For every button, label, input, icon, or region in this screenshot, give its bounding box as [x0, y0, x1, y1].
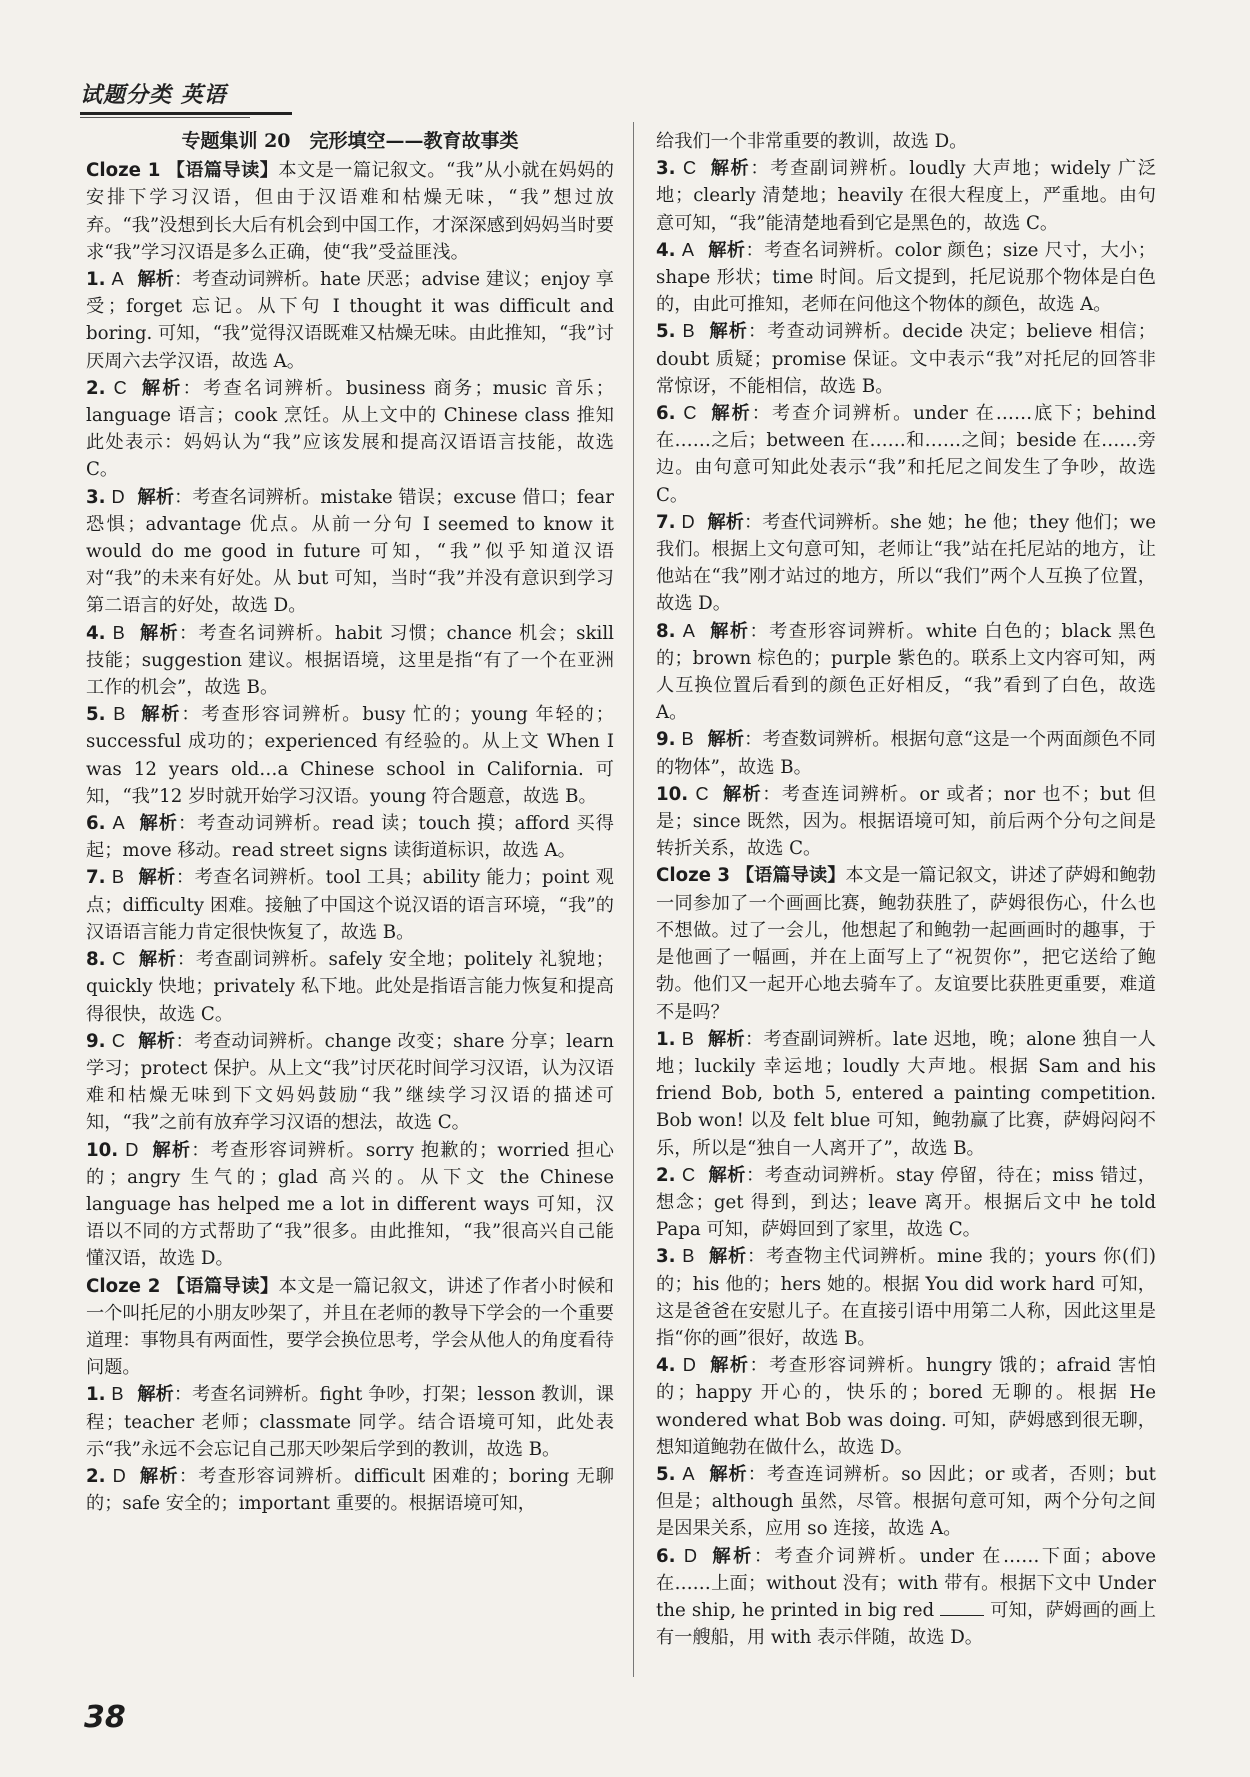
right-column: [656, 128, 1156, 1651]
item-number: 1.: [656, 1028, 676, 1050]
answer-item: [656, 509, 1156, 618]
item-number: 9.: [86, 1030, 106, 1052]
analysis-text: ：考查形容词辨析。difficult 困难的；boring 无聊的；safe 安全的；important 重要的。根据语境可知，: [86, 1465, 614, 1515]
answer-item: [656, 400, 1156, 509]
answer-item: [656, 1461, 1156, 1543]
item-number: 5.: [656, 1463, 676, 1485]
answer-item: [656, 781, 1156, 863]
cloze2-guide-text: 本文是一篇记叙文，讲述了作者小时候和一个叫托尼的小朋友吵架了，并且在老师的教导下学会的一个重要道理：事物具有两面性，要学会换位思考，学会从他人的角度看待问题。: [86, 1275, 614, 1379]
analysis-text: ：考查名词辨析。fight 争吵，打架；lesson 教训，课程；teacher 老师；classmate 同学。结合语境可知，此处表示“我”永远不会忘记自己那天吵架后学到的教训，故选 B。: [86, 1384, 614, 1460]
cloze1-guide-text: 本文是一篇记叙文。“我”从小就在妈妈的安排下学习汉语，但由于汉语难和枯燥无味，“我”想过放弃。“我”没想到长大后有机会到中国工作，才深深感到妈妈当时要求“我”学习汉语是多么正确，使“我”受益匪浅。: [86, 160, 614, 263]
answer-item: [656, 726, 1156, 780]
analysis-text: ：考查形容词辨析。busy 忙的；young 年轻的；successful 成功的；experienced 有经验的。从上文 When I was 12 years old…a Chinese school in California. 可知，“我”12 岁时就开始学习汉语。young 符合题意，故选 B。: [86, 704, 614, 807]
analysis-label: 解析: [138, 949, 177, 971]
analysis-label: 解析: [137, 867, 176, 889]
analysis-text: ：考查动词辨析。stay 停留，待在；miss 错过，想念；get 得到，到达；leave 离开。根据后文中 he told Papa 可知，萨姆回到了家里，故选 C。: [656, 1164, 1156, 1241]
analysis-text: ：考查名词辨析。tool 工具；ability 能力；point 观点；difficulty 困难。接触了中国这个说汉语的语言环境，“我”的汉语语言能力肯定很快恢复了，故选 B。: [86, 867, 614, 943]
page-number: 38: [84, 1700, 126, 1735]
analysis-label: 解析: [139, 704, 182, 726]
item-answer: A: [111, 269, 124, 290]
answer-item: [86, 484, 614, 620]
analysis-label: 解析: [138, 622, 179, 644]
analysis-label: 解析: [708, 1463, 748, 1485]
item-answer: D: [682, 1355, 696, 1376]
answer-item: [86, 1137, 614, 1273]
item-number: 6.: [656, 403, 676, 425]
analysis-label: 解析: [707, 729, 745, 751]
analysis-label: 解析: [138, 1465, 179, 1487]
analysis-text: ：考查名词辨析。color 颜色；size 尺寸，大小；shape 形状；time 时间。后文提到，托尼说那个物体是白色的，由此可推知，老师在问他这个物体的颜色，故选 A。: [656, 239, 1156, 316]
analysis-label: 解析: [708, 620, 750, 642]
analysis-text: ：考查副词辨析。late 迟地，晚；alone 独自一人地；luckily 幸运地；loudly 大声地。根据 Sam and his friend Bob, both 5, entered a painting competition. Bob won! 以及 felt blue 可知，鲍勃赢了比赛，萨姆闷闷不乐，所以是“独自一人离开了”，故选 B。: [656, 1028, 1156, 1159]
item-answer: A: [681, 239, 694, 260]
item-answer: A: [112, 813, 125, 834]
cloze1-guide-label: 【语篇导读】: [166, 160, 279, 182]
item-answer: D: [111, 486, 125, 507]
item-number: 7.: [656, 511, 676, 533]
answer-item: [86, 375, 614, 484]
cloze1-items: [86, 266, 614, 1273]
item-answer: C: [112, 949, 126, 970]
answer-item: [656, 1026, 1156, 1162]
item-number: 3.: [656, 1246, 676, 1268]
item-answer: D: [112, 1465, 126, 1486]
item-number: 10.: [86, 1139, 119, 1161]
analysis-text: ：考查连词辨析。so 因此；or 或者，否则；but 但是；although 虽然，尽管。根据句意可知，两个分句之间是因果关系，应用 so 连接，故选 A。: [656, 1463, 1156, 1540]
analysis-text: ：考查连词辨析。or 或者；nor 也不；but 但是；since 既然，因为。根据语境可知，前后两个分句之间是转折关系，故选 C。: [656, 783, 1156, 860]
header-rule-thin: [80, 117, 250, 118]
answer-item: [656, 1243, 1156, 1352]
item-answer: A: [682, 620, 695, 641]
item-number: 8.: [656, 620, 676, 642]
cloze2-intro: [86, 1273, 614, 1382]
analysis-label: 解析: [709, 403, 752, 425]
cloze2-items-continued: [656, 155, 1156, 862]
item-number: 10.: [656, 783, 689, 805]
analysis-label: 解析: [721, 783, 763, 805]
answer-item: [656, 318, 1156, 400]
answer-item: [656, 1543, 1156, 1652]
item-number: 4.: [656, 1355, 676, 1377]
section-title: 专题集训 20 完形填空——教育故事类: [181, 130, 519, 152]
item-answer: C: [113, 377, 127, 398]
item-answer: D: [683, 1545, 698, 1566]
analysis-label: 解析: [137, 1030, 176, 1052]
cloze1-intro: [86, 157, 614, 266]
cloze2-items: [86, 1381, 614, 1517]
analysis-text: ：考查物主代词辨析。mine 我的；yours 你(们)的；his 他的；hers 她的。根据 You did work hard 可知，这是爸爸在安慰儿子。在直接引语中用第二人称，因此这里是指“你的画”很好，故选 B。: [656, 1246, 1156, 1349]
analysis-text: ：考查形容词辨析。white 白色的；black 黑色的；brown 棕色的；purple 紫色的。联系上文内容可知，两人互换位置后看到的颜色正好相反，“我”看到了白色，故选 A。: [656, 620, 1156, 724]
item-answer: B: [681, 1028, 694, 1049]
answer-item: [86, 810, 614, 864]
item-answer: B: [112, 622, 125, 643]
item-answer: D: [125, 1139, 139, 1160]
analysis-label: 解析: [137, 269, 175, 291]
analysis-label: 解析: [137, 486, 175, 508]
analysis-text: ：考查形容词辨析。sorry 抱歉的；worried 担心的；angry 生气的；glad 高兴的。从下文 the Chinese language has helped me a lot in different ways 可知，汉语以不同的方式帮助了“我”很多。由此推知，“我”很高兴自己能懂汉语，故选 D。: [86, 1139, 614, 1270]
answer-item: [86, 946, 614, 1028]
item-number: 7.: [86, 867, 106, 889]
cloze1-label: Cloze 1: [86, 160, 161, 182]
analysis-label: 解析: [707, 1164, 747, 1186]
answer-item: [86, 701, 614, 810]
column-divider: [633, 122, 634, 1677]
answer-item: [656, 1162, 1156, 1244]
item-answer: B: [682, 321, 695, 342]
item-number: 8.: [86, 949, 106, 971]
analysis-text: ：考查数词辨析。根据句意“这是一个两面颜色不同的物体”，故选 B。: [656, 729, 1156, 778]
analysis-label: 解析: [708, 321, 749, 343]
analysis-text: ：考查动词辨析。hate 厌恶；advise 建议；enjoy 享受；forget 忘记。从下句 I thought it was difficult and boring. 可知，“我”觉得汉语既难又枯燥无味。由此推知，“我”讨厌周六去学汉语，故选 A。: [86, 269, 614, 372]
item-number: 6.: [86, 813, 106, 835]
analysis-label: 解析: [707, 1028, 746, 1050]
item-answer: C: [683, 158, 697, 179]
analysis-text: ：考查介词辨析。under 在……下面；above 在……上面；without 没有；with 带有。根据下文中 Under the ship, he printed in big red: [656, 1545, 1156, 1621]
analysis-text: ：考查副词辨析。safely 安全地；politely 礼貌地；quickly 快地；privately 私下地。此处是指语言能力恢复和提高得很快，故选 C。: [86, 949, 614, 1025]
cloze3-guide-label: 【语篇导读】: [735, 865, 846, 887]
answer-item: [656, 155, 1156, 237]
item-answer: B: [113, 704, 126, 725]
item-number: 1.: [86, 269, 106, 291]
answer-item: [656, 1352, 1156, 1461]
answer-item: [656, 618, 1156, 727]
answer-item: [86, 266, 614, 375]
blank-line: [940, 1601, 984, 1616]
analysis-text: ：考查副词辨析。loudly 大声地；widely 广泛地；clearly 清楚地；heavily 在很大程度上，严重地。由句意可知，“我”能清楚地看到它是黑色的，故选 C。: [656, 158, 1156, 234]
item-number: 5.: [86, 704, 106, 726]
item-number: 6.: [656, 1545, 676, 1567]
header-title: 试题分类 英语: [80, 83, 227, 108]
analysis-text: ：考查动词辨析。decide 决定；believe 相信；doubt 质疑；promise 保证。文中表示“我”对托尼的回答非常惊讶，不能相信，故选 B。: [656, 321, 1156, 397]
answer-item: [86, 1463, 614, 1517]
analysis-text: ：考查形容词辨析。hungry 饿的；afraid 害怕的；happy 开心的，快乐的；bored 无聊的。根据 He wondered what Bob was doing. 可知，萨姆感到很无聊，想知道鲍勃在做什么，故选 D。: [656, 1355, 1156, 1458]
item-number: 1.: [86, 1384, 106, 1406]
analysis-label: 解析: [137, 1384, 174, 1406]
analysis-label: 解析: [707, 239, 746, 261]
item-answer: B: [682, 1246, 695, 1267]
cloze2-continuation: 给我们一个非常重要的教训，故选 D。: [656, 131, 968, 152]
item-number: 3.: [86, 486, 106, 508]
answer-item: [86, 864, 614, 946]
analysis-label: 解析: [151, 1139, 192, 1161]
analysis-label: 解析: [138, 813, 179, 835]
item-number: 4.: [86, 622, 106, 644]
analysis-text-after: 可知，萨姆画的画上有一艘船，用 with 表示伴随，故选 D。: [656, 1599, 1156, 1649]
answer-item: [86, 620, 614, 702]
analysis-label: 解析: [139, 377, 183, 399]
item-answer: B: [111, 867, 125, 888]
page-header: [80, 78, 300, 118]
analysis-text: ：考查代词辨析。she 她；he 他；they 他们；we 我们。根据上文句意可知，老师让“我”站在托尼站的地方，让他站在“我”刚才站过的地方，所以“我们”两个人互换了位置，故选 D。: [656, 511, 1156, 615]
cloze3-guide-text: 本文是一篇记叙文，讲述了萨姆和鲍勃一同参加了一个画画比赛，鲍勃获胜了，萨姆很伤心，什么也不想做。过了一会儿，他想起了和鲍勃一起画画时的趣事，于是他画了一幅画，并在上面写上了“祝贺你”，把它送给了鲍勃。他们又一起开心地去骑车了。友谊要比获胜更重要，难道不是吗？: [656, 865, 1156, 1023]
analysis-label: 解析: [708, 1355, 750, 1377]
analysis-text: ：考查名词辨析。habit 习惯；chance 机会；skill 技能；suggestion 建议。根据语境，这里是指“有了一个在亚洲工作的机会”，故选 B。: [86, 622, 614, 699]
analysis-text: ：考查动词辨析。change 改变；share 分享；learn 学习；protect 保护。从上文“我”讨厌花时间学习汉语，认为汉语难和枯燥无味到下文妈妈鼓励“我”继续学习汉语的描述可知，“我”之前有放弃学习汉语的想法，故选 C。: [86, 1030, 614, 1134]
item-answer: A: [682, 1463, 695, 1484]
cloze3-items: [656, 1026, 1156, 1652]
item-number: 4.: [656, 239, 676, 261]
item-answer: C: [695, 783, 709, 804]
item-answer: C: [111, 1030, 125, 1051]
header-rule: [80, 112, 292, 115]
item-number: 2.: [86, 1465, 106, 1487]
analysis-text: ：考查介词辨析。under 在……底下；behind 在……之后；between 在……和……之间；beside 在……旁边。由句意可知此处表示“我”和托尼之间发生了争吵，故选 C。: [656, 403, 1156, 506]
analysis-text: ：考查名词辨析。mistake 错误；excuse 借口；fear 恐惧；advantage 优点。从前一分句 I seemed to know it would do me good in future 可知，“我”似乎知道汉语对“我”的未来有好处。从 but 可知，当时“我”并没有意识到学习第二语言的好处，故选 D。: [86, 486, 614, 617]
item-answer: B: [681, 729, 694, 750]
analysis-label: 解析: [708, 1246, 748, 1268]
item-number: 5.: [656, 321, 676, 343]
item-number: 2.: [656, 1164, 676, 1186]
analysis-label: 解析: [707, 511, 745, 533]
item-answer: B: [111, 1384, 124, 1405]
item-answer: D: [681, 511, 695, 532]
analysis-text: ：考查动词辨析。read 读；touch 摸；afford 买得起；move 移动。read street signs 读街道标识，故选 A。: [86, 813, 614, 862]
item-number: 3.: [656, 158, 676, 180]
item-number: 9.: [656, 729, 676, 751]
left-column: [86, 128, 614, 1517]
analysis-label: 解析: [709, 1545, 754, 1567]
cloze3-intro: [656, 862, 1156, 1025]
answer-item: [656, 237, 1156, 319]
item-number: 2.: [86, 377, 106, 399]
answer-item: [86, 1028, 614, 1137]
cloze2-label: Cloze 2: [86, 1275, 161, 1297]
item-answer: C: [683, 403, 697, 424]
item-answer: C: [681, 1164, 696, 1185]
cloze3-label: Cloze 3: [656, 865, 731, 887]
cloze2-guide-label: 【语篇导读】: [166, 1275, 279, 1297]
answer-item: [86, 1381, 614, 1463]
analysis-text: ：考查名词辨析。business 商务；music 音乐；language 语言；cook 烹饪。从上文中的 Chinese class 推知此处表示：妈妈认为“我”应该发展和提高汉语语言技能，故选 C。: [86, 377, 614, 481]
analysis-label: 解析: [709, 158, 751, 180]
